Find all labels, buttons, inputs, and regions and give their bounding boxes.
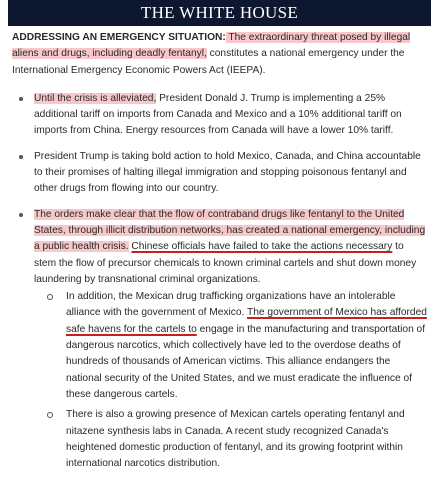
section-heading: ADDRESSING AN EMERGENCY SITUATION: <box>12 32 226 43</box>
sub-bullet-list <box>34 289 428 472</box>
highlighted-text: Until the crisis is alleviated, <box>34 92 157 104</box>
underlined-text: Chinese officials have failed to take the actions necessary <box>131 241 393 253</box>
bullet-list <box>12 91 428 473</box>
list-item <box>42 289 428 403</box>
list-item <box>12 149 428 198</box>
document-body <box>12 30 428 481</box>
list-item <box>42 407 428 472</box>
lead-text: constitutes a national emergency under the International Emergency Economic Powers Act (IEEPA). <box>12 48 405 76</box>
bullet-text: President Trump is taking bold action to hold Mexico, Canada, and China accountable to their promises of halting illegal immigration and stopping poisonous fentanyl and other drugs from flowing into our country. <box>34 150 421 195</box>
site-title: THE WHITE HOUSE <box>140 3 299 22</box>
header-banner <box>8 0 431 26</box>
list-item <box>12 91 428 140</box>
bullet-text: There is also a growing presence of Mexican cartels operating fentanyl and nitazene synthesis labs in Canada. A recent study recognized Canada's heightened domestic production of fentanyl, and its growing footprint within international narcotics distribution. <box>66 409 405 470</box>
bullet-text: engage in the manufacturing and transportation of dangerous narcotics, which collectively have led to the overdose deaths of hundreds of thousands of American victims. This alliance endangers the national security of the United States, and we must eradicate the influence of these dangerous cartels. <box>66 323 426 400</box>
lead-paragraph <box>12 30 428 79</box>
bullet-text: In addition, the Mexican drug trafficking organizations have an intolerable alliance with the government of Mexico. <box>66 291 396 319</box>
bullet-text: to stem the flow of precursor chemicals to known criminal cartels and shut down money laundering by transnational criminal organizations. <box>34 241 417 285</box>
list-item <box>12 207 428 473</box>
underlined-text: The government of Mexico has afforded safe havens for the cartels to <box>66 307 427 335</box>
highlighted-text: The extraordinary threat posed by illegal aliens and drugs, including deadly fentanyl, <box>12 32 411 60</box>
highlighted-text: The orders make clear that the flow of contraband drugs like fentanyl to the United States, through illicit distribution networks, has created a national emergency, including a public health crisis. <box>34 208 426 253</box>
bullet-text: President Donald J. Trump is implementing a 25% additional tariff on imports from Canada and Mexico and a 10% additional tariff on imports from China. Energy resources from Canada will have a lower 10% tariff. <box>34 92 402 137</box>
